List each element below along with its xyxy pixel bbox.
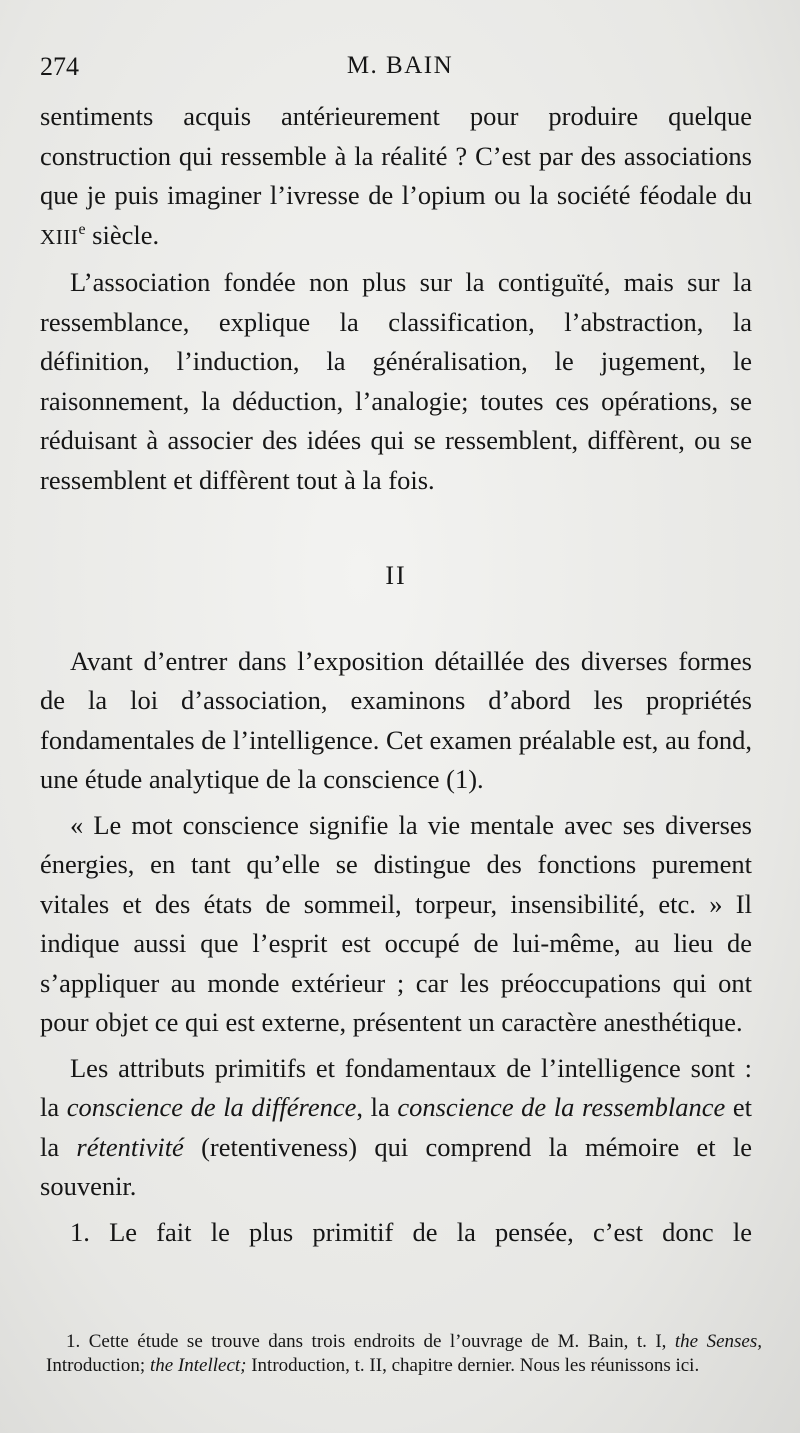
- footnote-italic-senses: the Senses,: [674, 1331, 762, 1352]
- paragraph-5: [40, 1049, 752, 1207]
- section-heading: II: [385, 561, 407, 590]
- running-title: M. BAIN: [346, 52, 454, 79]
- footnote: [46, 1330, 762, 1378]
- paragraph-1: [40, 97, 752, 257]
- p5-text-1: Les attributs primitifs et fondamentaux de l’intelligence sont : la: [40, 1052, 752, 1122]
- footnote-italic-intellect: the Intellect;: [149, 1355, 247, 1376]
- body-text: [40, 97, 752, 1252]
- century-superscript: e: [78, 220, 86, 238]
- footnote-text-1: 1. Cette étude se trouve dans trois endroits de l’ouvrage de M. Bain, t. I,: [66, 1331, 675, 1352]
- paragraph-1-text: sentiments acquis antérieurement pour produire quelque construction qui ressemble à la réalité ? C’est par des associations que je puis imaginer l’ivresse de l’opium ou la société féodale du: [40, 101, 752, 210]
- page-number: 274: [40, 52, 79, 81]
- footnote-1: [46, 1330, 762, 1378]
- paragraph-3: Avant d’entrer dans l’exposition détaillée des diverses formes de la loi d’association, examinons d’abord les propriétés fondamentales de l’intelligence. Cet examen préalable est, au fond, une étude analytique de la conscience (1).: [40, 645, 752, 794]
- paragraph-4: « Le mot conscience signifie la vie mentale avec ses diverses énergies, en tant qu’elle se distingue des fonctions purement vitales et des états de sommeil, torpeur, insensibilité, etc. » Il indique aussi que l’esprit est occupé de lui-même, au lieu de s’appliquer au monde extérieur ; car les préoccupations qui ont pour objet ce qui est externe, présentent un caractère anesthétique.: [40, 809, 752, 1037]
- p5-italic-retentivite: rétentivité: [76, 1131, 184, 1162]
- p5-text-4: (retentiveness) qui comprend la mémoire et le souvenir.: [40, 1131, 753, 1201]
- p5-italic-difference: conscience de la différence: [66, 1092, 357, 1122]
- paragraph-6: 1. Le fait le plus primitif de la pensée, c’est donc le: [70, 1216, 752, 1247]
- footnote-text-2: Introduction;: [46, 1355, 150, 1376]
- p5-italic-ressemblance: conscience de la ressemblance: [397, 1092, 726, 1122]
- paragraph-1-end: siècle.: [85, 219, 160, 250]
- page-header: [40, 52, 760, 86]
- paragraph-2: L’association fondée non plus sur la contiguïté, mais sur la ressemblance, explique la classification, l’abstraction, la définition, l’induction, la généralisation, le jugement, le raisonnement, la déduction, l’analogie; toutes ces opérations, se réduisant à associer des idées qui se ressemblent, diffèrent, ou se ressemblent et diffèrent tout à la fois.: [40, 267, 752, 495]
- p5-text-2: , la: [356, 1092, 398, 1122]
- footnote-text-3: Introduction, t. II, chapitre dernier. Nous les réunissons ici.: [246, 1355, 700, 1376]
- century-numeral: XIII: [40, 224, 79, 249]
- p5-text-3: et la: [40, 1092, 753, 1162]
